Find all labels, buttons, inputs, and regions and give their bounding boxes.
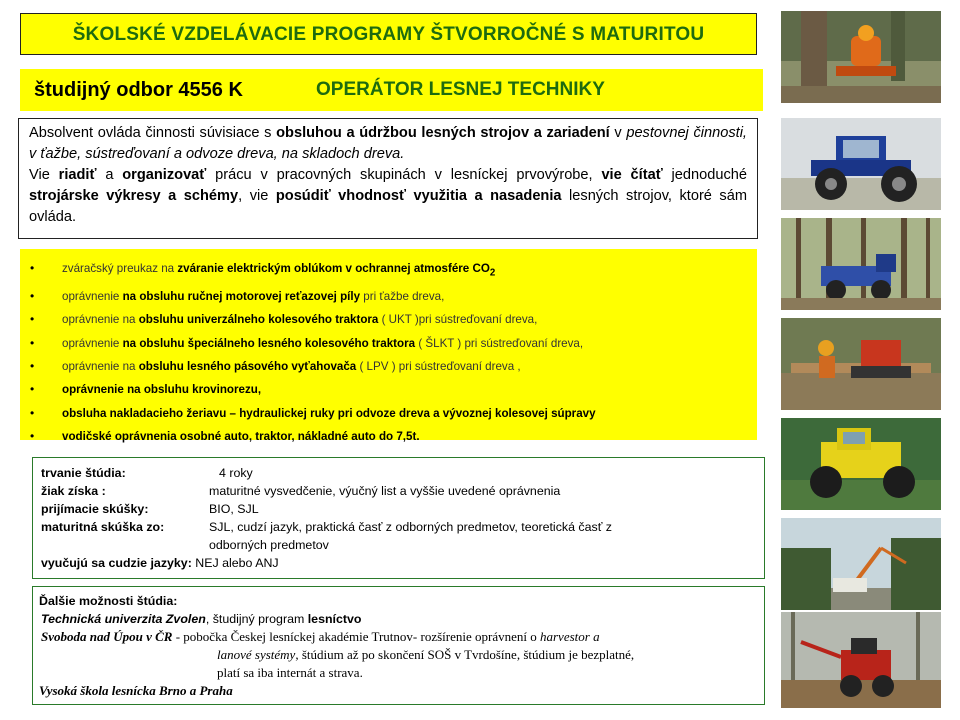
qualifications-panel — [20, 249, 757, 444]
photo-special-tractor — [781, 418, 941, 510]
list-item: • oprávnenie na obsluhu lesného pásového vyťahovača ( LPV ) pri sústreďovaní dreva , — [30, 355, 757, 378]
photo-forwarder — [781, 218, 941, 310]
description-paragraph-1: Absolvent ovláda činnosti súvisiace s obsluhou a údržbou lesných strojov a zariadení v pestovnej činnosti, v ťažbe, sústreďovaní a odvoze dreva, na skladoch dreva. — [29, 125, 747, 162]
tu-zvolen-row: Technická univerzita Zvolen, študijný program lesníctvo — [41, 612, 362, 626]
field-code: študijný odbor 4556 K — [34, 79, 243, 101]
graduate-description — [18, 118, 758, 239]
bullet-icon: • — [30, 335, 35, 350]
bullet-icon: • — [30, 312, 35, 327]
list-item: • zváračský preukaz na zváranie elektrickým oblúkom v ochrannej atmosfére $CO_2$ — [30, 257, 757, 285]
graduate-label: žiak získa : — [41, 484, 106, 498]
bullet-icon: • — [30, 382, 35, 397]
graduate-gets-row — [41, 482, 764, 500]
list-item: • obsluha nakladacieho žeriavu – hydraulickej ruky pri odvoze dreva a vývoznej kolesovej súpravy — [30, 402, 757, 425]
further-study-heading: Ďalšie možnosti štúdia: — [39, 594, 178, 608]
field-name: OPERÁTOR LESNEJ TECHNIKY — [316, 79, 605, 100]
bullet-icon: • — [30, 405, 35, 420]
duration-value: 4 roky — [219, 466, 253, 480]
exam-value-continued: odborných predmetov — [209, 538, 329, 552]
photo-chainsaw-felling — [781, 11, 941, 103]
list-item: • oprávnenie na obsluhu krovinorezu, — [30, 378, 757, 401]
svoboda-row-continued-2: platí sa iba internát a strava. — [217, 665, 363, 680]
duration-label: trvanie štúdia: — [41, 466, 126, 480]
list-item: • oprávnenie na obsluhu univerzálneho kolesového traktora ( UKT )pri sústreďovaní dreva, — [30, 308, 757, 331]
study-duration-row — [41, 464, 764, 482]
list-item: • oprávnenie na obsluhu ručnej motorovej reťazovej píly pri ťažbe dreva, — [30, 285, 757, 308]
photo-loading-crane — [781, 518, 941, 610]
description-paragraph-2: Vie riadiť a organizovať prácu v pracovných skupinách v lesníckej prvovýrobe, vie čítať jednoduché strojárske výkresy a schémy, vie posúdiť vhodnosť využitia a nasadenia lesných strojov, ktoré sám ovláda. — [29, 167, 748, 225]
svoboda-row: Svoboda nad Úpou v ČR - pobočka Českej lesníckej akadémie Trutnov- rozšírenie oprávnení o harvestor a — [41, 629, 600, 644]
bullet-icon: • — [30, 288, 35, 303]
photo-crawler-skidder — [781, 318, 941, 410]
exam-value: SJL, cudzí jazyk, praktická časť z odborných predmetov, teoretická časť z — [209, 520, 612, 534]
final-exam-row — [41, 518, 764, 536]
further-study-panel — [32, 586, 765, 705]
entrance-value: BIO, SJL — [209, 502, 259, 516]
page-title: ŠKOLSKÉ VZDELÁVACIE PROGRAMY ŠTVORROČNÉ S MATURITOU — [72, 24, 705, 45]
qualifications-list — [20, 249, 757, 449]
exam-label: maturitná skúška zo: — [41, 520, 165, 534]
entrance-exams-row — [41, 500, 764, 518]
field-banner — [20, 69, 763, 111]
final-exam-row-continued — [41, 536, 764, 554]
title-banner — [20, 13, 757, 55]
photo-harvester — [781, 612, 941, 708]
list-item: • oprávnenie na obsluhu špeciálneho lesného kolesového traktora ( ŠLKT ) pri sústreďovaní dreva, — [30, 332, 757, 355]
languages-row — [41, 554, 764, 572]
svoboda-row-continued: lanové systémy, štúdium až po skončení SOŠ v Tvrdošíne, štúdium je bezplatné, — [217, 647, 635, 662]
bullet-icon: • — [30, 261, 35, 275]
list-item: • vodičské oprávnenia osobné auto, traktor, nákladné auto do 7,5t. — [30, 425, 757, 448]
languages-value: NEJ alebo ANJ — [191, 556, 279, 570]
photo-forestry-tractor — [781, 118, 941, 210]
languages-label: vyučujú sa cudzie jazyky: — [41, 556, 192, 570]
bullet-icon: • — [30, 358, 35, 373]
study-info-panel — [32, 457, 765, 579]
graduate-value: maturitné vysvedčenie, výučný list a vyššie uvedené oprávnenia — [209, 484, 561, 498]
bullet-icon: • — [30, 429, 35, 444]
brno-row: Vysoká škola lesnícka Brno a Praha — [39, 683, 233, 698]
entrance-label: prijímacie skúšky: — [41, 502, 149, 516]
